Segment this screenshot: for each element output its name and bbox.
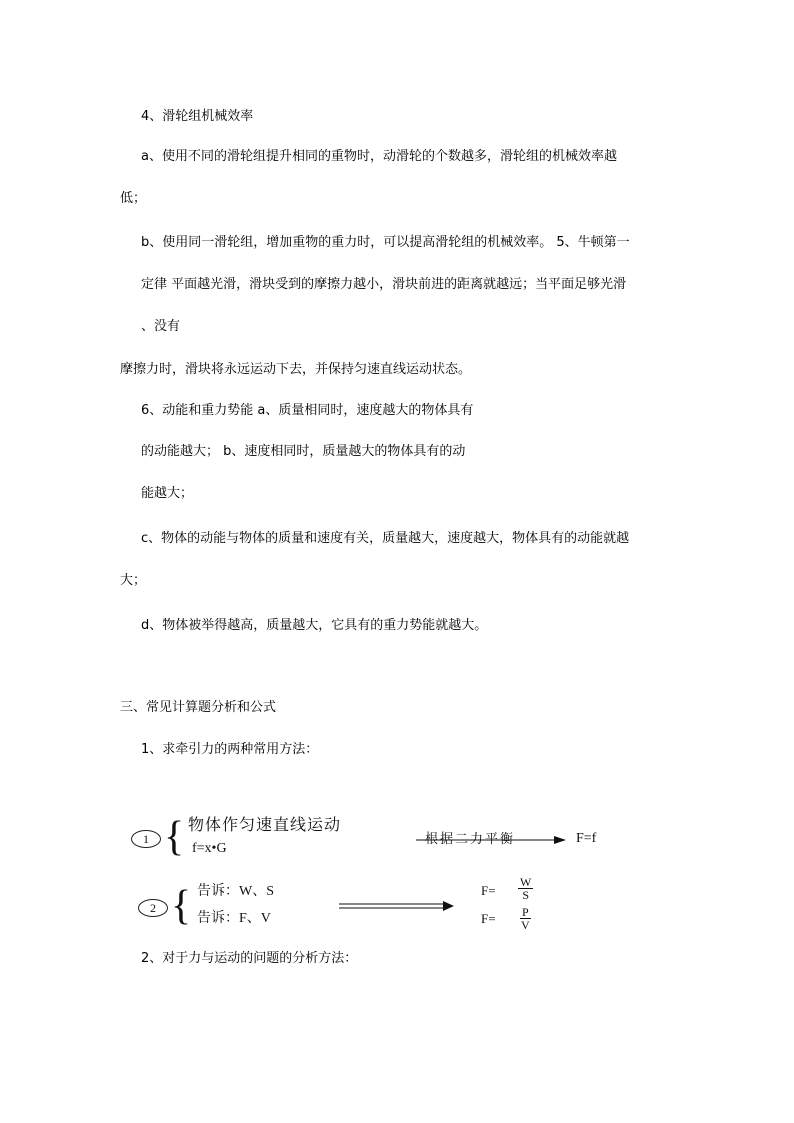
fraction-numerator: P (522, 905, 529, 919)
arrow-icon (416, 834, 568, 846)
paragraph-line: 的动能越大； b、速度相同时，质量越大的物体具有的动 (141, 444, 466, 459)
paragraph-line: 低； (120, 191, 147, 206)
method-2-result-2-fraction (520, 906, 531, 931)
heading-pulley-efficiency: 4、滑轮组机械效率 (141, 109, 254, 124)
brace-icon: { (171, 883, 192, 929)
fraction-numerator: W (520, 875, 532, 889)
method-1-result: F=f (576, 831, 597, 846)
method-1-condition-1: 物体作匀速直线运动 (188, 817, 342, 834)
method-2-result-1-fraction (518, 876, 533, 901)
paragraph-line: 、没有 (141, 319, 181, 334)
subheading-force-motion: 2、对于力与运动的问题的分析方法： (141, 951, 358, 966)
method-2-condition-1: 告诉：W、S (197, 884, 274, 899)
fraction-denominator: S (522, 888, 529, 902)
method-2-condition-2: 告诉：F、V (197, 911, 271, 926)
paragraph-line: a、使用不同的滑轮组提升相同的重物时，动滑轮的个数越多，滑轮组的机械效率越 (141, 149, 617, 164)
method-1-arrow-label: 根据二力平衡 (425, 831, 516, 846)
subheading-traction-methods: 1、求牵引力的两种常用方法： (141, 742, 319, 757)
brace-icon: { (164, 814, 185, 860)
heading-kinetic-potential: 6、动能和重力势能 a、质量相同时，速度越大的物体具有 (141, 403, 474, 418)
double-arrow-icon (339, 900, 455, 912)
section-heading: 三、常见计算题分析和公式 (120, 700, 277, 715)
method-1-condition-2: f=x•G (192, 841, 227, 856)
paragraph-line: 能越大； (141, 486, 194, 501)
method-2-number: 2 (138, 899, 168, 917)
paragraph-line: 摩擦力时，滑块将永远运动下去，并保持匀速直线运动状态。 (120, 362, 472, 377)
paragraph-line: 定律 平面越光滑，滑块受到的摩擦力越小，滑块前进的距离就越远；当平面足够光滑 (141, 277, 627, 292)
paragraph-line: c、物体的动能与物体的质量和速度有关，质量越大，速度越大，物体具有的动能就越 (141, 531, 630, 546)
paragraph-line: b、使用同一滑轮组，增加重物的重力时，可以提高滑轮组的机械效率。 5、牛顿第一 (141, 235, 630, 250)
fraction-denominator: V (521, 918, 530, 932)
method-2-result-2-lhs: F= (481, 911, 496, 926)
paragraph-line: 大； (120, 573, 147, 588)
paragraph-line: d、物体被举得越高，质量越大，它具有的重力势能就越大。 (141, 618, 488, 633)
method-1-number: 1 (131, 830, 161, 848)
method-2-result-1-lhs: F= (481, 883, 496, 898)
